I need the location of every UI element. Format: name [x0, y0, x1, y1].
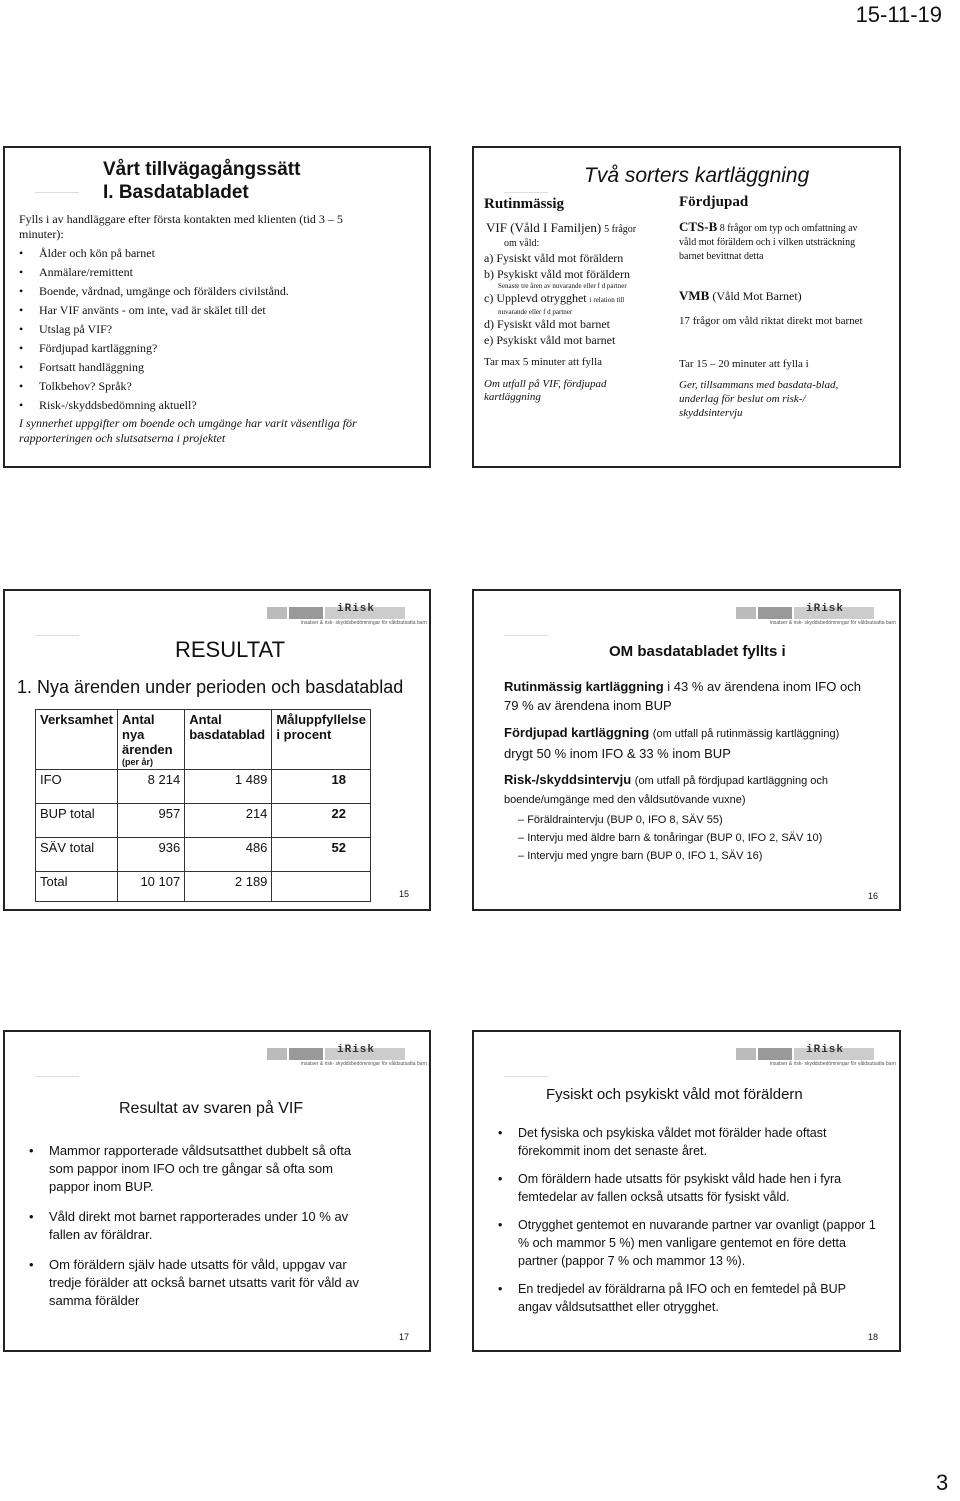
table-cell: 52 [272, 838, 371, 872]
placeholder-mark [504, 1076, 548, 1077]
logo-brand: iRisk [806, 1044, 845, 1056]
vif-item-b: b) Psykiskt våld mot föräldern [484, 267, 630, 281]
slide-1-bullets [19, 244, 419, 415]
logo-brand: iRisk [806, 603, 845, 615]
logo-tagline: insatser & risk- skyddsbedömningar för våldsutsatta barn [301, 620, 427, 626]
slide-1 [3, 146, 431, 468]
placeholder-mark [35, 1076, 79, 1077]
slide-2-ctsb: CTS-B 8 frågor om typ och omfattning av våld mot föräldern och i vilken utsträckning barnet bevittnat detta [679, 219, 858, 262]
slide-2-outcome-right: Ger, tillsammans med basdata-blad, underlag för beslut om risk-/ skyddsintervju [679, 379, 839, 419]
table-cell: 936 [118, 838, 185, 872]
vif-item-e: e) Psykiskt våld mot barnet [484, 333, 616, 347]
table-header-row [36, 710, 371, 770]
irisk-logo [267, 603, 427, 629]
list-item: • Om föräldern hade utsatts för psykiskt våld hade hen i fyra femtedelar av fallen också utsatts för fysiskt våld. [498, 1170, 878, 1206]
slide-2-title: Två sorters kartläggning [584, 164, 810, 187]
header-maluppfyllelse: Måluppfyllelse i procent [272, 710, 371, 770]
slide-3-subtitle: 1. Nya ärenden under perioden och basdatablad [17, 677, 404, 697]
slide-2-left-heading: Rutinmässig [484, 196, 565, 212]
slide-2-vmb-desc: 17 frågor om våld riktat direkt mot barnet [679, 315, 863, 327]
slide-4-title: OM basdatabladet fyllts i [609, 643, 786, 660]
list-item: • Våld direkt mot barnet rapporterades under 10 % av fallen av föräldrar. [29, 1208, 369, 1244]
list-item: • Risk-/skyddsbedömning aktuell? [19, 396, 419, 415]
list-item: • Tolkbehov? Språk? [19, 377, 419, 396]
list-item: • Det fysiska och psykiska våldet mot förälder hade oftast förekommit inom det senaste året. [498, 1124, 878, 1160]
placeholder-mark [504, 635, 548, 636]
results-table [35, 709, 371, 902]
slide-number: 18 [868, 1332, 879, 1342]
table-cell: Total [36, 872, 118, 902]
slide-2-vmb: VMB (Våld Mot Barnet) [679, 288, 802, 303]
table-cell: 486 [185, 838, 272, 872]
vif-item-d: d) Fysiskt våld mot barnet [484, 317, 610, 331]
slide-2-time-left: Tar max 5 minuter att fylla [484, 356, 603, 368]
table-row [36, 872, 371, 902]
list-item: • Har VIF använts - om inte, vad är skälet till det [19, 301, 419, 320]
slide-6 [472, 1030, 901, 1352]
placeholder-mark [35, 192, 79, 193]
slide-2-right-heading: Fördjupad [679, 194, 749, 210]
table-cell: 22 [272, 804, 371, 838]
table-cell: 10 107 [118, 872, 185, 902]
table-cell: 1 489 [185, 770, 272, 804]
routine-paragraph: Rutinmässig kartläggning i 43 % av ärendena inom IFO och 79 % av ärendena inom BUP [504, 679, 861, 713]
list-item: • Anmälare/remittent [19, 263, 419, 282]
slide-6-bullets [498, 1124, 878, 1316]
slide-1-title-line1: Vårt tillvägagångssätt [103, 159, 301, 180]
header-antal-nya: Antal nya ärenden (per år) [118, 710, 185, 770]
table-cell: 8 214 [118, 770, 185, 804]
list-item: • Mammor rapporterade våldsutsatthet dubbelt så ofta som pappor inom IFO och tre gångar så ofta som pappor inom BUP. [29, 1142, 369, 1196]
vif-item-c: c) Upplevd otrygghet i relation till [484, 291, 625, 305]
list-item: • Fortsatt handläggning [19, 358, 419, 377]
irisk-logo [736, 603, 896, 629]
list-item: • Om föräldern själv hade utsatts för våld, uppgav var tredje förälder att också barnet utsatts varit för våld av samma förälder [29, 1256, 369, 1310]
list-item: • Utslag på VIF? [19, 320, 419, 339]
list-item: • Boende, vårdnad, umgänge och förälders civilstånd. [19, 282, 419, 301]
slide-5-title: Resultat av svaren på VIF [119, 1100, 304, 1117]
header-verksamhet: Verksamhet [36, 710, 118, 770]
slide-2-outcome-left: Om utfall på VIF, fördjupad kartläggning [484, 378, 607, 403]
table-cell: 957 [118, 804, 185, 838]
table-cell: BUP total [36, 804, 118, 838]
slide-4 [472, 589, 901, 911]
vif-small-note-2: nuvarande eller f d partner [498, 308, 573, 316]
logo-tagline: insatser & risk- skyddsbedömningar för våldsutsatta barn [770, 1061, 896, 1067]
slide-3 [3, 589, 431, 911]
header-antal-basdatablad: Antal basdatablad [185, 710, 272, 770]
table-cell: 2 189 [185, 872, 272, 902]
table-cell: SÄV total [36, 838, 118, 872]
logo-tagline: insatser & risk- skyddsbedömningar för våldsutsatta barn [770, 620, 896, 626]
table-row [36, 838, 371, 872]
slide-1-note: I synnerhet uppgifter om boende och umgänge har varit väsentliga för rapporteringen och slutsatserna i projektet [19, 416, 357, 445]
slide-2-time-right: Tar 15 – 20 minuter att fylla i [679, 358, 809, 370]
irisk-logo [267, 1044, 427, 1070]
slide-2 [472, 146, 901, 468]
logo-tagline: insatser & risk- skyddsbedömningar för våldsutsatta barn [301, 1061, 427, 1067]
list-item: – Intervju med äldre barn & tonåringar (BUP 0, IFO 2, SÄV 10) [518, 832, 823, 844]
page-number: 3 [936, 1470, 949, 1495]
slide-3-title: RESULTAT [175, 637, 286, 662]
table-cell: 214 [185, 804, 272, 838]
document-date: 15-11-19 [855, 2, 942, 27]
table-cell: 18 [272, 770, 371, 804]
slide-5 [3, 1030, 431, 1352]
slide-1-title-line2: I. Basdatabladet [103, 182, 249, 203]
slide-1-title [103, 158, 300, 204]
slide-number: 16 [868, 891, 879, 901]
placeholder-mark [35, 635, 79, 636]
slide-number: 17 [399, 1332, 410, 1342]
risk-paragraph: Risk-/skyddsintervju (om utfall på fördjupad kartläggning och boende/umgänge med den våldsutövande vuxne) [504, 772, 829, 806]
table-cell: IFO [36, 770, 118, 804]
table-row [36, 804, 371, 838]
vif-item-a: a) Fysiskt våld mot föräldern [484, 251, 624, 265]
logo-brand: iRisk [337, 603, 376, 615]
list-item: • Ålder och kön på barnet [19, 244, 419, 263]
placeholder-mark [504, 192, 548, 193]
vif-small-note-1: Senaste tre åren av nuvarande eller f d partner [498, 282, 627, 290]
slide-6-title: Fysiskt och psykiskt våld mot föräldern [546, 1086, 803, 1103]
vif-heading: VIF (Våld I Familjen) 5 frågor [486, 220, 637, 235]
slide-number: 15 [399, 889, 410, 899]
slide-5-bullets [29, 1142, 369, 1310]
slide-2-left-column [484, 220, 669, 348]
list-item: • Otrygghet gentemot en nuvarande partner var ovanligt (pappor 1 % och mammor 5 %) men vanligare gentemot en före detta partner (pappor 7 % och mammor 13 %). [498, 1216, 878, 1270]
table-cell [272, 872, 371, 902]
list-item: – Intervju med yngre barn (BUP 0, IFO 1, SÄV 16) [518, 850, 763, 862]
table-row [36, 770, 371, 804]
list-item: – Föräldraintervju (BUP 0, IFO 8, SÄV 55) [518, 814, 723, 826]
deep-paragraph: Fördjupad kartläggning (om utfall på rutinmässig kartläggning) drygt 50 % inom IFO & 33 % inom BUP [504, 725, 840, 761]
interview-list [504, 811, 864, 865]
slide-1-intro: Fylls i av handläggare efter första kontakten med klienten (tid 3 – 5 minuter): [19, 212, 343, 241]
slide-4-body [504, 677, 864, 865]
list-item: • Fördjupad kartläggning? [19, 339, 419, 358]
list-item: • En tredjedel av föräldrarna på IFO och en femtedel på BUP angav våldsutsatthet eller otrygghet. [498, 1280, 878, 1316]
logo-brand: iRisk [337, 1044, 376, 1056]
vif-subheading: om våld: [504, 238, 540, 249]
irisk-logo [736, 1044, 896, 1070]
